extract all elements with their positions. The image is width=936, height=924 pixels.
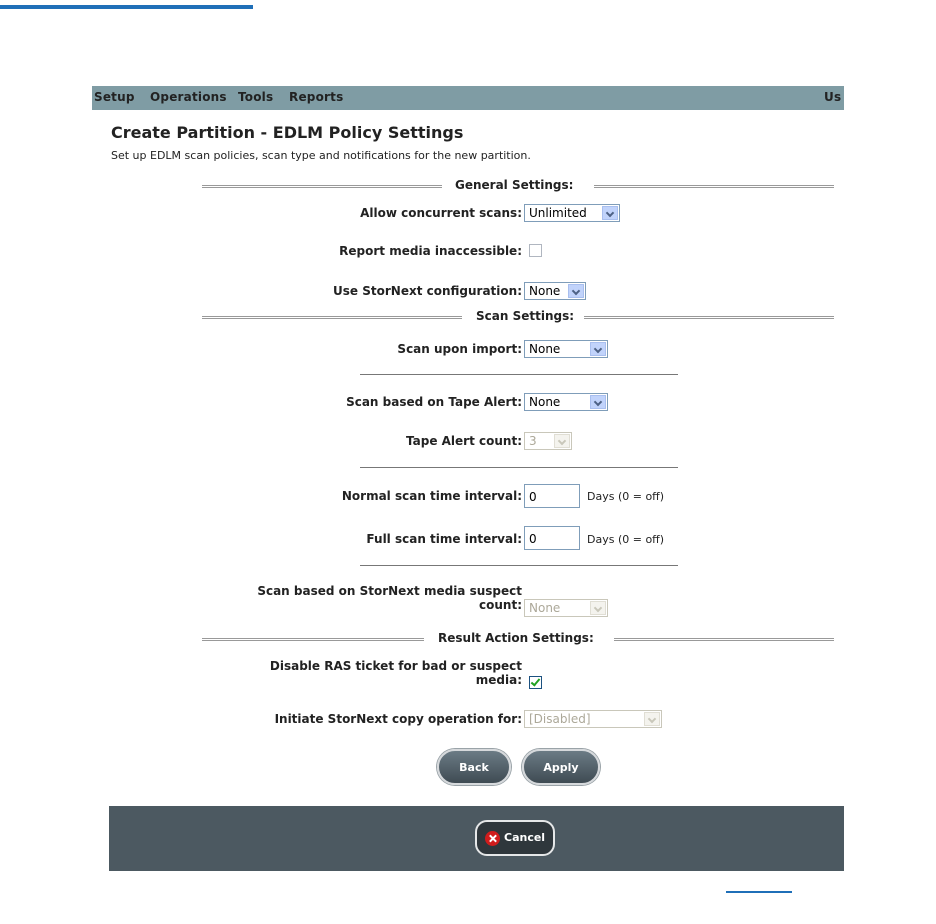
chevron-down-icon	[590, 395, 606, 409]
menu-setup[interactable]: Setup	[94, 90, 135, 104]
select-value: None	[529, 342, 561, 356]
full-interval-label: Full scan time interval:	[366, 532, 522, 546]
stornext-config-select[interactable]	[524, 282, 586, 300]
chevron-down-icon	[568, 284, 584, 298]
suspect-count-label	[257, 584, 522, 612]
top-accent-line	[0, 5, 253, 9]
select-value: 3	[529, 434, 537, 448]
menu-reports[interactable]: Reports	[289, 90, 344, 104]
concurrent-scans-select[interactable]	[524, 204, 620, 222]
section-rule-right	[594, 185, 834, 188]
scan-import-select[interactable]	[524, 340, 608, 358]
menu-bar	[92, 86, 844, 110]
cancel-button[interactable]	[475, 820, 555, 856]
apply-button[interactable]: Apply	[522, 749, 600, 785]
section-rule-right	[584, 316, 834, 319]
page-corner-marker	[726, 891, 792, 893]
close-icon	[485, 831, 500, 846]
section-general-settings	[202, 179, 834, 193]
section-title: Result Action Settings:	[438, 631, 594, 645]
chevron-down-icon	[602, 206, 618, 220]
tape-alert-count-select[interactable]	[524, 432, 572, 450]
footer-bar	[109, 806, 844, 871]
divider	[360, 565, 678, 566]
label-line: count:	[479, 598, 522, 612]
select-value: None	[529, 284, 561, 298]
chevron-down-icon	[644, 712, 660, 726]
divider	[360, 467, 678, 468]
section-rule-left	[202, 638, 424, 641]
section-result-action-settings	[202, 632, 834, 646]
normal-interval-input[interactable]: 0	[524, 484, 580, 508]
disable-ras-checkbox[interactable]	[529, 676, 542, 689]
select-value: Unlimited	[529, 206, 587, 220]
select-value: None	[529, 601, 561, 615]
scan-import-label: Scan upon import:	[397, 342, 522, 356]
normal-interval-label: Normal scan time interval:	[341, 489, 522, 503]
cancel-label: Cancel	[504, 831, 546, 844]
page-title: Create Partition - EDLM Policy Settings	[111, 123, 464, 142]
tape-alert-count-label: Tape Alert count:	[406, 434, 522, 448]
back-button[interactable]: Back	[437, 749, 511, 785]
select-value: [Disabled]	[529, 712, 591, 726]
tape-alert-label: Scan based on Tape Alert:	[346, 395, 522, 409]
report-media-label: Report media inaccessible:	[339, 244, 522, 258]
section-rule-right	[614, 638, 834, 641]
section-scan-settings	[202, 310, 834, 324]
disable-ras-label	[270, 659, 522, 687]
page-subtitle: Set up EDLM scan policies, scan type and notifications for the new partition.	[111, 149, 531, 162]
section-rule-left	[202, 316, 462, 319]
copy-op-select[interactable]	[524, 710, 662, 728]
label-line: Disable RAS ticket for bad or suspect	[269, 659, 522, 673]
menu-user-truncated[interactable]: Us	[824, 90, 842, 104]
normal-interval-unit: Days (0 = off)	[587, 490, 665, 503]
copy-op-label: Initiate StorNext copy operation for:	[274, 712, 522, 726]
suspect-count-select[interactable]	[524, 599, 608, 617]
chevron-down-icon	[590, 342, 606, 356]
chevron-down-icon	[590, 601, 606, 615]
section-rule-left	[202, 185, 442, 188]
menu-operations[interactable]: Operations	[150, 90, 227, 104]
edlm-policy-window	[92, 86, 844, 871]
chevron-down-icon	[554, 434, 570, 448]
full-interval-input[interactable]: 0	[524, 526, 580, 550]
label-line: Scan based on StorNext media suspect	[257, 584, 522, 598]
section-title: General Settings:	[455, 178, 574, 192]
full-interval-unit: Days (0 = off)	[587, 533, 665, 546]
tape-alert-select[interactable]	[524, 393, 608, 411]
concurrent-scans-label: Allow concurrent scans:	[360, 206, 522, 220]
label-line: media:	[475, 673, 522, 687]
stornext-config-label: Use StorNext configuration:	[333, 284, 522, 298]
menu-tools[interactable]: Tools	[238, 90, 274, 104]
section-title: Scan Settings:	[476, 309, 575, 323]
report-media-checkbox[interactable]	[529, 244, 542, 257]
divider	[360, 374, 678, 375]
select-value: None	[529, 395, 561, 409]
